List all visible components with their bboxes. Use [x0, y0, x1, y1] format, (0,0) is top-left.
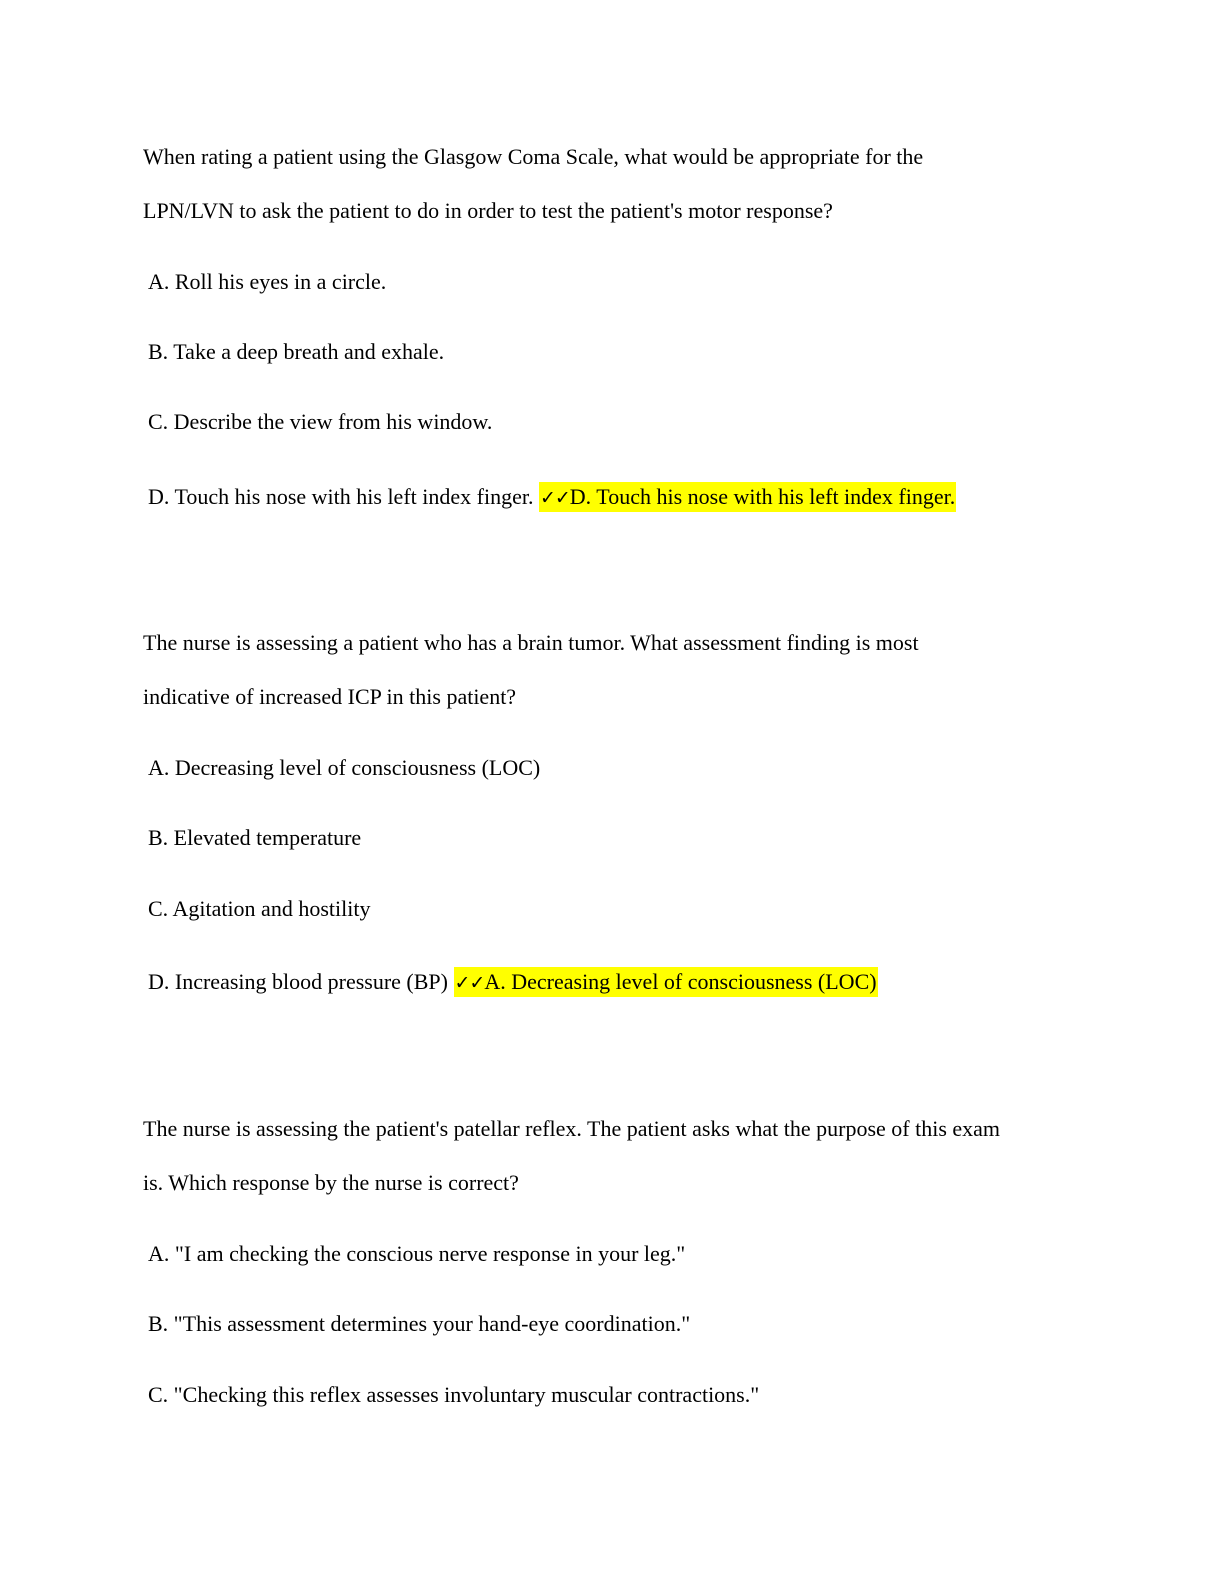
question-2-option-d: D. Increasing blood pressure (BP) [148, 969, 448, 994]
double-check-icon: ✓✓ [454, 972, 485, 994]
question-3-option-a: A. "I am checking the conscious nerve response in your leg." [148, 1241, 686, 1266]
question-1-option-c: C. Describe the view from his window. [148, 409, 493, 434]
question-1-option-d-row [148, 483, 956, 511]
question-1-stem-line-2: LPN/LVN to ask the patient to do in order to test the patient's motor response? [143, 198, 833, 223]
question-2-option-b: B. Elevated temperature [148, 825, 362, 850]
question-1-answer-text: D. Touch his nose with his left index finger. [569, 484, 956, 509]
question-2-option-d-row [148, 968, 878, 996]
question-1-option-d: D. Touch his nose with his left index finger. [148, 484, 534, 509]
question-1-answer-highlight [539, 482, 956, 512]
question-1-option-b: B. Take a deep breath and exhale. [148, 339, 445, 364]
question-3-stem-line-1: The nurse is assessing the patient's patellar reflex. The patient asks what the purpose of this exam [143, 1116, 1001, 1141]
double-check-icon: ✓✓ [539, 487, 570, 509]
question-2-stem-line-2: indicative of increased ICP in this patient? [143, 684, 517, 709]
question-1-option-a: A. Roll his eyes in a circle. [148, 269, 387, 294]
question-2-answer-text: A. Decreasing level of consciousness (LOC) [484, 969, 877, 994]
question-2-stem-line-1: The nurse is assessing a patient who has a brain tumor. What assessment finding is most [143, 630, 919, 655]
question-2-answer-highlight [454, 967, 878, 997]
question-3-option-c: C. "Checking this reflex assesses involuntary muscular contractions." [148, 1382, 760, 1407]
question-1-stem-line-1: When rating a patient using the Glasgow Coma Scale, what would be appropriate for the [143, 144, 924, 169]
question-2-option-a: A. Decreasing level of consciousness (LOC) [148, 755, 541, 780]
question-2-option-c: C. Agitation and hostility [148, 896, 371, 921]
question-3-stem-line-2: is. Which response by the nurse is correct? [143, 1170, 519, 1195]
question-3-option-b: B. "This assessment determines your hand-eye coordination." [148, 1311, 691, 1336]
